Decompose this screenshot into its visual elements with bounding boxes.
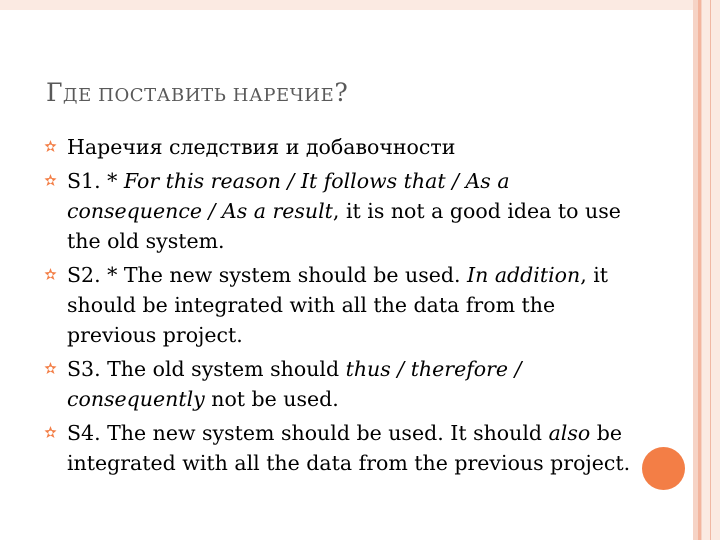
fire-bullet-icon xyxy=(43,361,58,376)
bullet-text: , it should be integrated with all the data from the previous project. xyxy=(67,263,609,347)
right-frame-inner xyxy=(702,0,720,540)
fire-bullet-icon xyxy=(43,267,58,282)
bullet-text: Наречия следствия и добавочности xyxy=(67,135,456,159)
top-band xyxy=(0,0,720,10)
decorative-circle xyxy=(642,447,685,490)
bullet-text-italic: thus / therefore / consequently xyxy=(67,357,522,411)
right-frame-line xyxy=(698,0,701,540)
title-initial: Г xyxy=(46,78,63,107)
bullet-text: not be used. xyxy=(204,387,339,411)
bullet-text: , it is not a good idea to use the old system. xyxy=(67,199,621,253)
bullet-text: S1. * xyxy=(67,169,124,193)
bullet-text: S2. * The new system should be used. xyxy=(67,263,468,287)
fire-bullet-icon xyxy=(43,139,58,154)
title-rest: ДЕ ПОСТАВИТЬ НАРЕЧИЕ xyxy=(62,85,335,106)
list-item xyxy=(40,418,640,478)
list-item xyxy=(40,166,640,256)
bullet-text-italic: For this reason / It follows that / As a consequence / As a result xyxy=(67,169,510,223)
bullet-list xyxy=(40,132,640,482)
list-item xyxy=(40,260,640,350)
list-item xyxy=(40,354,640,414)
bullet-text-italic: In addition xyxy=(467,263,581,287)
fire-bullet-icon xyxy=(43,173,58,188)
fire-bullet-icon xyxy=(43,425,58,440)
right-frame-edge xyxy=(710,0,711,540)
title-question-mark: ? xyxy=(334,78,349,107)
bullet-text: S3. The old system should xyxy=(67,357,346,381)
list-item xyxy=(40,132,640,162)
slide-title xyxy=(46,78,348,107)
bullet-text: S4. The new system should be used. It should xyxy=(67,421,549,445)
bullet-text: be integrated with all the data from the previous project. xyxy=(67,421,631,475)
bullet-text-italic: also xyxy=(548,421,591,445)
